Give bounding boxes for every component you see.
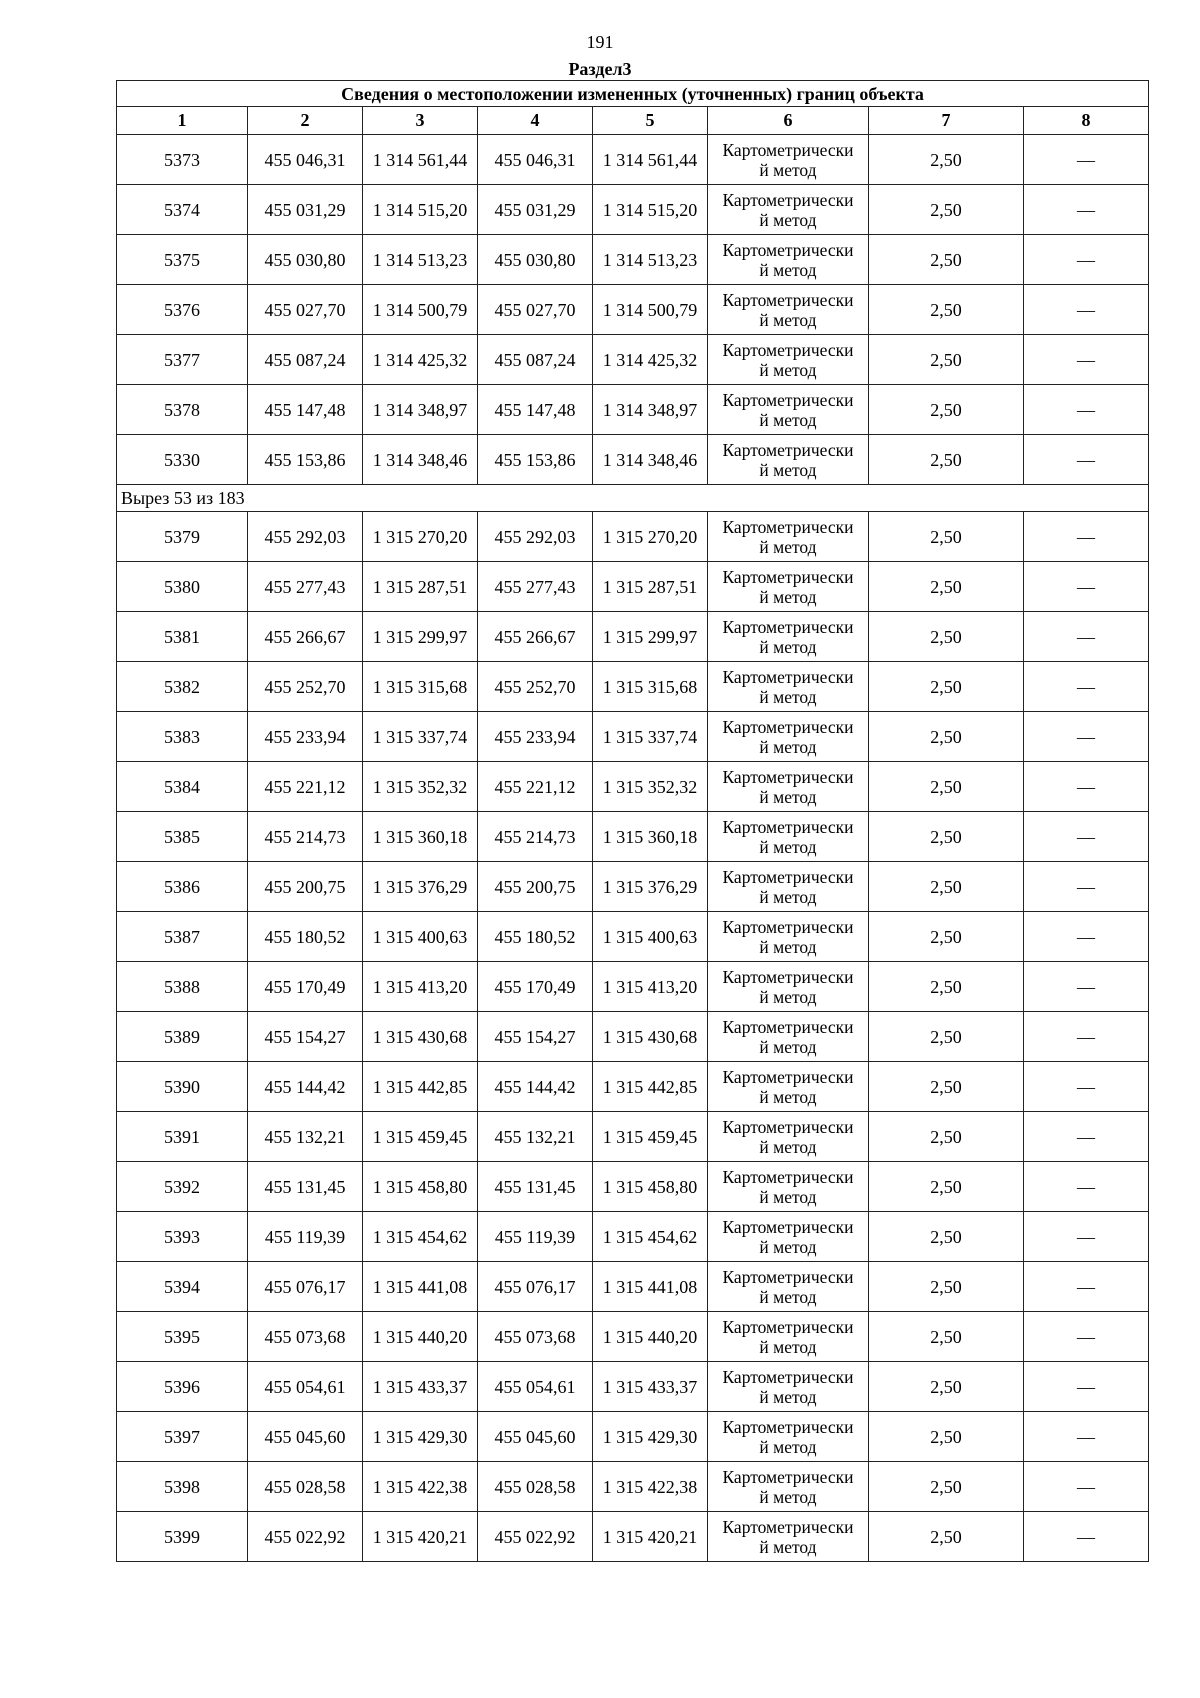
table-row bbox=[117, 1412, 1149, 1462]
empty-dash: — bbox=[1024, 1112, 1149, 1162]
existing-x: 455 170,49 bbox=[248, 962, 363, 1012]
point-number: 5374 bbox=[117, 185, 248, 235]
table-row bbox=[117, 1462, 1149, 1512]
existing-x: 455 045,60 bbox=[248, 1412, 363, 1462]
table-row bbox=[117, 862, 1149, 912]
accuracy-value: 2,50 bbox=[869, 612, 1024, 662]
existing-x: 455 027,70 bbox=[248, 285, 363, 335]
determination-method: Картометрически й метод bbox=[708, 1462, 869, 1512]
table-row bbox=[117, 612, 1149, 662]
accuracy-value: 2,50 bbox=[869, 285, 1024, 335]
accuracy-value: 2,50 bbox=[869, 1312, 1024, 1362]
refined-x: 455 076,17 bbox=[478, 1262, 593, 1312]
point-number: 5398 bbox=[117, 1462, 248, 1512]
refined-y: 1 314 348,97 bbox=[593, 385, 708, 435]
point-number: 5383 bbox=[117, 712, 248, 762]
determination-method: Картометрически й метод bbox=[708, 435, 869, 485]
table-row bbox=[117, 1012, 1149, 1062]
section-title: Раздел3 bbox=[568, 59, 632, 79]
point-number: 5393 bbox=[117, 1212, 248, 1262]
determination-method: Картометрически й метод bbox=[708, 962, 869, 1012]
existing-x: 455 073,68 bbox=[248, 1312, 363, 1362]
existing-x: 455 131,45 bbox=[248, 1162, 363, 1212]
existing-y: 1 315 315,68 bbox=[363, 662, 478, 712]
point-number: 5390 bbox=[117, 1062, 248, 1112]
accuracy-value: 2,50 bbox=[869, 335, 1024, 385]
existing-x: 455 022,92 bbox=[248, 1512, 363, 1562]
empty-dash: — bbox=[1024, 962, 1149, 1012]
table-row bbox=[117, 1262, 1149, 1312]
accuracy-value: 2,50 bbox=[869, 1262, 1024, 1312]
refined-x: 455 170,49 bbox=[478, 962, 593, 1012]
empty-dash: — bbox=[1024, 1462, 1149, 1512]
table-row bbox=[117, 335, 1149, 385]
column-header: 8 bbox=[1024, 107, 1149, 135]
empty-dash: — bbox=[1024, 335, 1149, 385]
existing-x: 455 147,48 bbox=[248, 385, 363, 435]
determination-method: Картометрически й метод bbox=[708, 1362, 869, 1412]
determination-method: Картометрически й метод bbox=[708, 1012, 869, 1062]
determination-method: Картометрически й метод bbox=[708, 512, 869, 562]
refined-x: 455 073,68 bbox=[478, 1312, 593, 1362]
existing-x: 455 087,24 bbox=[248, 335, 363, 385]
refined-y: 1 315 454,62 bbox=[593, 1212, 708, 1262]
refined-y: 1 314 348,46 bbox=[593, 435, 708, 485]
empty-dash: — bbox=[1024, 762, 1149, 812]
refined-x: 455 266,67 bbox=[478, 612, 593, 662]
table-row bbox=[117, 712, 1149, 762]
empty-dash: — bbox=[1024, 562, 1149, 612]
existing-x: 455 200,75 bbox=[248, 862, 363, 912]
column-header: 6 bbox=[708, 107, 869, 135]
determination-method: Картометрически й метод bbox=[708, 1262, 869, 1312]
column-header: 5 bbox=[593, 107, 708, 135]
determination-method: Картометрически й метод bbox=[708, 185, 869, 235]
point-number: 5381 bbox=[117, 612, 248, 662]
refined-y: 1 315 440,20 bbox=[593, 1312, 708, 1362]
determination-method: Картометрически й метод bbox=[708, 612, 869, 662]
existing-y: 1 314 561,44 bbox=[363, 135, 478, 185]
refined-y: 1 314 425,32 bbox=[593, 335, 708, 385]
refined-y: 1 315 299,97 bbox=[593, 612, 708, 662]
refined-y: 1 315 360,18 bbox=[593, 812, 708, 862]
table-row bbox=[117, 812, 1149, 862]
accuracy-value: 2,50 bbox=[869, 912, 1024, 962]
refined-x: 455 180,52 bbox=[478, 912, 593, 962]
table-row bbox=[117, 1512, 1149, 1562]
refined-y: 1 315 315,68 bbox=[593, 662, 708, 712]
existing-y: 1 315 422,38 bbox=[363, 1462, 478, 1512]
column-header: 1 bbox=[117, 107, 248, 135]
empty-dash: — bbox=[1024, 512, 1149, 562]
refined-x: 455 214,73 bbox=[478, 812, 593, 862]
table-row bbox=[117, 962, 1149, 1012]
point-number: 5396 bbox=[117, 1362, 248, 1412]
accuracy-value: 2,50 bbox=[869, 812, 1024, 862]
refined-y: 1 315 459,45 bbox=[593, 1112, 708, 1162]
existing-y: 1 314 348,46 bbox=[363, 435, 478, 485]
accuracy-value: 2,50 bbox=[869, 1412, 1024, 1462]
determination-method: Картометрически й метод bbox=[708, 1212, 869, 1262]
refined-y: 1 315 400,63 bbox=[593, 912, 708, 962]
point-number: 5385 bbox=[117, 812, 248, 862]
empty-dash: — bbox=[1024, 912, 1149, 962]
point-number: 5395 bbox=[117, 1312, 248, 1362]
accuracy-value: 2,50 bbox=[869, 185, 1024, 235]
accuracy-value: 2,50 bbox=[869, 1462, 1024, 1512]
empty-dash: — bbox=[1024, 1062, 1149, 1112]
refined-y: 1 315 413,20 bbox=[593, 962, 708, 1012]
table-row bbox=[117, 185, 1149, 235]
table-row bbox=[117, 512, 1149, 562]
existing-x: 455 031,29 bbox=[248, 185, 363, 235]
accuracy-value: 2,50 bbox=[869, 962, 1024, 1012]
existing-x: 455 292,03 bbox=[248, 512, 363, 562]
determination-method: Картометрически й метод bbox=[708, 135, 869, 185]
determination-method: Картометрически й метод bbox=[708, 1512, 869, 1562]
existing-y: 1 315 270,20 bbox=[363, 512, 478, 562]
table-row bbox=[117, 1312, 1149, 1362]
refined-y: 1 315 422,38 bbox=[593, 1462, 708, 1512]
accuracy-value: 2,50 bbox=[869, 562, 1024, 612]
existing-x: 455 154,27 bbox=[248, 1012, 363, 1062]
column-header: 3 bbox=[363, 107, 478, 135]
empty-dash: — bbox=[1024, 812, 1149, 862]
point-number: 5375 bbox=[117, 235, 248, 285]
existing-y: 1 315 442,85 bbox=[363, 1062, 478, 1112]
existing-y: 1 315 352,32 bbox=[363, 762, 478, 812]
existing-x: 455 153,86 bbox=[248, 435, 363, 485]
empty-dash: — bbox=[1024, 285, 1149, 335]
empty-dash: — bbox=[1024, 1412, 1149, 1462]
existing-y: 1 315 337,74 bbox=[363, 712, 478, 762]
point-number: 5389 bbox=[117, 1012, 248, 1062]
column-header: 2 bbox=[248, 107, 363, 135]
refined-y: 1 315 442,85 bbox=[593, 1062, 708, 1112]
existing-y: 1 315 454,62 bbox=[363, 1212, 478, 1262]
refined-x: 455 252,70 bbox=[478, 662, 593, 712]
determination-method: Картометрически й метод bbox=[708, 662, 869, 712]
column-header: 4 bbox=[478, 107, 593, 135]
accuracy-value: 2,50 bbox=[869, 1512, 1024, 1562]
existing-y: 1 315 458,80 bbox=[363, 1162, 478, 1212]
table-caption: Сведения о местоположении измененных (уточненных) границ объекта bbox=[117, 81, 1149, 107]
determination-method: Картометрически й метод bbox=[708, 712, 869, 762]
existing-x: 455 119,39 bbox=[248, 1212, 363, 1262]
table-row bbox=[117, 762, 1149, 812]
existing-y: 1 315 376,29 bbox=[363, 862, 478, 912]
empty-dash: — bbox=[1024, 1012, 1149, 1062]
existing-y: 1 315 360,18 bbox=[363, 812, 478, 862]
existing-x: 455 132,21 bbox=[248, 1112, 363, 1162]
point-number: 5376 bbox=[117, 285, 248, 335]
determination-method: Картометрически й метод bbox=[708, 762, 869, 812]
table-row bbox=[117, 912, 1149, 962]
point-number: 5399 bbox=[117, 1512, 248, 1562]
empty-dash: — bbox=[1024, 1362, 1149, 1412]
point-number: 5386 bbox=[117, 862, 248, 912]
accuracy-value: 2,50 bbox=[869, 235, 1024, 285]
table-row bbox=[117, 1112, 1149, 1162]
empty-dash: — bbox=[1024, 662, 1149, 712]
accuracy-value: 2,50 bbox=[869, 1062, 1024, 1112]
refined-x: 455 221,12 bbox=[478, 762, 593, 812]
refined-x: 455 087,24 bbox=[478, 335, 593, 385]
refined-x: 455 131,45 bbox=[478, 1162, 593, 1212]
table-row bbox=[117, 1212, 1149, 1262]
refined-x: 455 045,60 bbox=[478, 1412, 593, 1462]
refined-y: 1 314 500,79 bbox=[593, 285, 708, 335]
existing-x: 455 266,67 bbox=[248, 612, 363, 662]
determination-method: Картометрически й метод bbox=[708, 912, 869, 962]
point-number: 5379 bbox=[117, 512, 248, 562]
accuracy-value: 2,50 bbox=[869, 862, 1024, 912]
refined-x: 455 292,03 bbox=[478, 512, 593, 562]
accuracy-value: 2,50 bbox=[869, 1212, 1024, 1262]
point-number: 5380 bbox=[117, 562, 248, 612]
determination-method: Картометрически й метод bbox=[708, 285, 869, 335]
refined-y: 1 314 561,44 bbox=[593, 135, 708, 185]
determination-method: Картометрически й метод bbox=[708, 1412, 869, 1462]
accuracy-value: 2,50 bbox=[869, 662, 1024, 712]
table-row bbox=[117, 1062, 1149, 1112]
refined-y: 1 315 420,21 bbox=[593, 1512, 708, 1562]
determination-method: Картометрически й метод bbox=[708, 1162, 869, 1212]
accuracy-value: 2,50 bbox=[869, 1012, 1024, 1062]
cut-label: Вырез 53 из 183 bbox=[117, 485, 1149, 512]
accuracy-value: 2,50 bbox=[869, 1112, 1024, 1162]
accuracy-value: 2,50 bbox=[869, 1162, 1024, 1212]
determination-method: Картометрически й метод bbox=[708, 235, 869, 285]
refined-x: 455 147,48 bbox=[478, 385, 593, 435]
accuracy-value: 2,50 bbox=[869, 1362, 1024, 1412]
existing-x: 455 214,73 bbox=[248, 812, 363, 862]
point-number: 5387 bbox=[117, 912, 248, 962]
existing-y: 1 314 513,23 bbox=[363, 235, 478, 285]
refined-y: 1 315 337,74 bbox=[593, 712, 708, 762]
accuracy-value: 2,50 bbox=[869, 135, 1024, 185]
table-row bbox=[117, 235, 1149, 285]
point-number: 5382 bbox=[117, 662, 248, 712]
determination-method: Картометрически й метод bbox=[708, 335, 869, 385]
existing-y: 1 315 440,20 bbox=[363, 1312, 478, 1362]
determination-method: Картометрически й метод bbox=[708, 385, 869, 435]
empty-dash: — bbox=[1024, 1212, 1149, 1262]
table-row bbox=[117, 1162, 1149, 1212]
existing-y: 1 315 433,37 bbox=[363, 1362, 478, 1412]
point-number: 5391 bbox=[117, 1112, 248, 1162]
existing-y: 1 315 287,51 bbox=[363, 562, 478, 612]
existing-x: 455 054,61 bbox=[248, 1362, 363, 1412]
existing-x: 455 030,80 bbox=[248, 235, 363, 285]
refined-x: 455 132,21 bbox=[478, 1112, 593, 1162]
existing-x: 455 233,94 bbox=[248, 712, 363, 762]
accuracy-value: 2,50 bbox=[869, 762, 1024, 812]
empty-dash: — bbox=[1024, 435, 1149, 485]
accuracy-value: 2,50 bbox=[869, 512, 1024, 562]
refined-x: 455 200,75 bbox=[478, 862, 593, 912]
existing-x: 455 046,31 bbox=[248, 135, 363, 185]
accuracy-value: 2,50 bbox=[869, 385, 1024, 435]
existing-y: 1 315 429,30 bbox=[363, 1412, 478, 1462]
determination-method: Картометрически й метод bbox=[708, 1062, 869, 1112]
refined-y: 1 314 513,23 bbox=[593, 235, 708, 285]
point-number: 5378 bbox=[117, 385, 248, 435]
refined-x: 455 022,92 bbox=[478, 1512, 593, 1562]
refined-y: 1 315 429,30 bbox=[593, 1412, 708, 1462]
existing-x: 455 180,52 bbox=[248, 912, 363, 962]
column-header-row bbox=[117, 107, 1149, 135]
existing-y: 1 315 459,45 bbox=[363, 1112, 478, 1162]
existing-x: 455 076,17 bbox=[248, 1262, 363, 1312]
empty-dash: — bbox=[1024, 1512, 1149, 1562]
existing-y: 1 314 515,20 bbox=[363, 185, 478, 235]
existing-y: 1 315 420,21 bbox=[363, 1512, 478, 1562]
existing-x: 455 277,43 bbox=[248, 562, 363, 612]
refined-x: 455 030,80 bbox=[478, 235, 593, 285]
refined-x: 455 144,42 bbox=[478, 1062, 593, 1112]
empty-dash: — bbox=[1024, 712, 1149, 762]
refined-x: 455 153,86 bbox=[478, 435, 593, 485]
refined-x: 455 154,27 bbox=[478, 1012, 593, 1062]
point-number: 5392 bbox=[117, 1162, 248, 1212]
point-number: 5394 bbox=[117, 1262, 248, 1312]
determination-method: Картометрически й метод bbox=[708, 812, 869, 862]
existing-y: 1 314 500,79 bbox=[363, 285, 478, 335]
existing-x: 455 144,42 bbox=[248, 1062, 363, 1112]
column-header: 7 bbox=[869, 107, 1024, 135]
empty-dash: — bbox=[1024, 135, 1149, 185]
empty-dash: — bbox=[1024, 235, 1149, 285]
empty-dash: — bbox=[1024, 1262, 1149, 1312]
determination-method: Картометрически й метод bbox=[708, 862, 869, 912]
table-row bbox=[117, 1362, 1149, 1412]
refined-y: 1 315 433,37 bbox=[593, 1362, 708, 1412]
refined-y: 1 315 441,08 bbox=[593, 1262, 708, 1312]
refined-x: 455 119,39 bbox=[478, 1212, 593, 1262]
empty-dash: — bbox=[1024, 1312, 1149, 1362]
refined-x: 455 031,29 bbox=[478, 185, 593, 235]
table-row bbox=[117, 662, 1149, 712]
table-row bbox=[117, 135, 1149, 185]
point-number: 5377 bbox=[117, 335, 248, 385]
refined-y: 1 314 515,20 bbox=[593, 185, 708, 235]
page-number: 191 bbox=[586, 32, 614, 52]
existing-x: 455 252,70 bbox=[248, 662, 363, 712]
empty-dash: — bbox=[1024, 612, 1149, 662]
refined-y: 1 315 270,20 bbox=[593, 512, 708, 562]
existing-y: 1 314 348,97 bbox=[363, 385, 478, 435]
cut-separator-row bbox=[117, 485, 1149, 512]
refined-y: 1 315 376,29 bbox=[593, 862, 708, 912]
existing-y: 1 314 425,32 bbox=[363, 335, 478, 385]
determination-method: Картометрически й метод bbox=[708, 562, 869, 612]
existing-y: 1 315 430,68 bbox=[363, 1012, 478, 1062]
existing-x: 455 028,58 bbox=[248, 1462, 363, 1512]
table-row bbox=[117, 435, 1149, 485]
point-number: 5373 bbox=[117, 135, 248, 185]
table-row bbox=[117, 385, 1149, 435]
table-row bbox=[117, 562, 1149, 612]
refined-x: 455 233,94 bbox=[478, 712, 593, 762]
existing-y: 1 315 441,08 bbox=[363, 1262, 478, 1312]
point-number: 5388 bbox=[117, 962, 248, 1012]
determination-method: Картометрически й метод bbox=[708, 1112, 869, 1162]
existing-x: 455 221,12 bbox=[248, 762, 363, 812]
empty-dash: — bbox=[1024, 1162, 1149, 1212]
point-number: 5384 bbox=[117, 762, 248, 812]
existing-y: 1 315 400,63 bbox=[363, 912, 478, 962]
empty-dash: — bbox=[1024, 185, 1149, 235]
refined-y: 1 315 287,51 bbox=[593, 562, 708, 612]
refined-x: 455 027,70 bbox=[478, 285, 593, 335]
refined-x: 455 277,43 bbox=[478, 562, 593, 612]
accuracy-value: 2,50 bbox=[869, 712, 1024, 762]
refined-x: 455 046,31 bbox=[478, 135, 593, 185]
accuracy-value: 2,50 bbox=[869, 435, 1024, 485]
point-number: 5397 bbox=[117, 1412, 248, 1462]
existing-y: 1 315 299,97 bbox=[363, 612, 478, 662]
existing-y: 1 315 413,20 bbox=[363, 962, 478, 1012]
refined-x: 455 054,61 bbox=[478, 1362, 593, 1412]
point-number: 5330 bbox=[117, 435, 248, 485]
empty-dash: — bbox=[1024, 862, 1149, 912]
refined-x: 455 028,58 bbox=[478, 1462, 593, 1512]
table-row bbox=[117, 285, 1149, 335]
refined-y: 1 315 352,32 bbox=[593, 762, 708, 812]
determination-method: Картометрически й метод bbox=[708, 1312, 869, 1362]
refined-y: 1 315 430,68 bbox=[593, 1012, 708, 1062]
refined-y: 1 315 458,80 bbox=[593, 1162, 708, 1212]
boundary-coordinates-table bbox=[116, 80, 1149, 1562]
empty-dash: — bbox=[1024, 385, 1149, 435]
